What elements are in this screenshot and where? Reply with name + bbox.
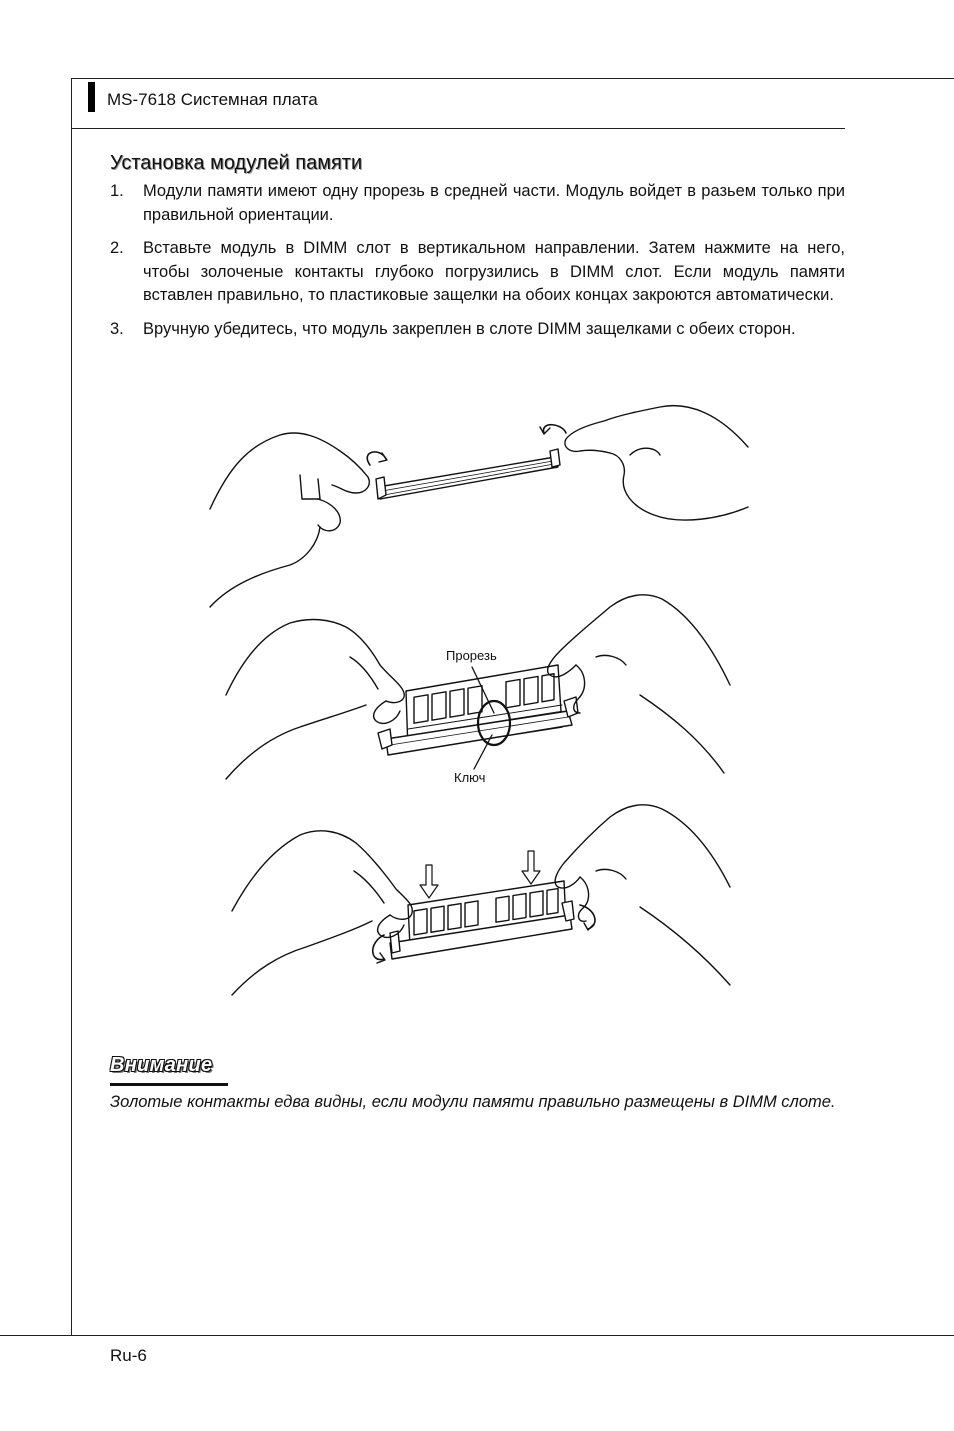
note-text: Золотые контакты едва видны, если модули памяти правильно размещены в DIMM слоте. [110, 1093, 836, 1111]
note-title: Внимание [110, 1054, 213, 1076]
running-header: MS-7618 Системная плата [107, 90, 318, 109]
note-title-underline [110, 1083, 228, 1086]
figure-step-open-latches [210, 406, 748, 607]
step-number: 1. [110, 182, 124, 200]
list-item [110, 237, 845, 308]
top-rule [71, 78, 954, 79]
list-item [110, 318, 845, 342]
memory-install-illustration [200, 395, 760, 1005]
header-rule [71, 128, 845, 129]
step-number: 2. [110, 239, 124, 257]
step-number: 3. [110, 319, 124, 338]
section-title: Установка модулей памяти [110, 152, 363, 174]
slot-callout-label: Прорезь [446, 648, 497, 663]
key-callout-label: Ключ [454, 770, 486, 785]
figure-step-press-module [232, 805, 730, 995]
page-number: Ru-6 [110, 1346, 147, 1365]
step-text: Вставьте модуль в DIMM слот в вертикальном направлении. Затем нажмите на него, чтобы золоченые контакты глубоко погрузились в DIMM слот. Если модуль памяти вставлен правильно, то пластиковые защелки на обоих концах закроются автоматически. [143, 239, 845, 304]
figure-step-align-module [226, 595, 730, 779]
left-margin-line [71, 78, 72, 1336]
header-marker-bar [88, 82, 95, 112]
install-steps-list [110, 180, 845, 351]
step-text: Вручную убедитесь, что модуль закреплен в слоте DIMM защелками с обеих сторон. [143, 319, 796, 338]
bottom-rule [0, 1335, 954, 1336]
step-text: Модули памяти имеют одну прорезь в средней части. Модуль войдет в разьем только при правильной ориентации. [143, 182, 845, 224]
list-item [110, 180, 845, 227]
